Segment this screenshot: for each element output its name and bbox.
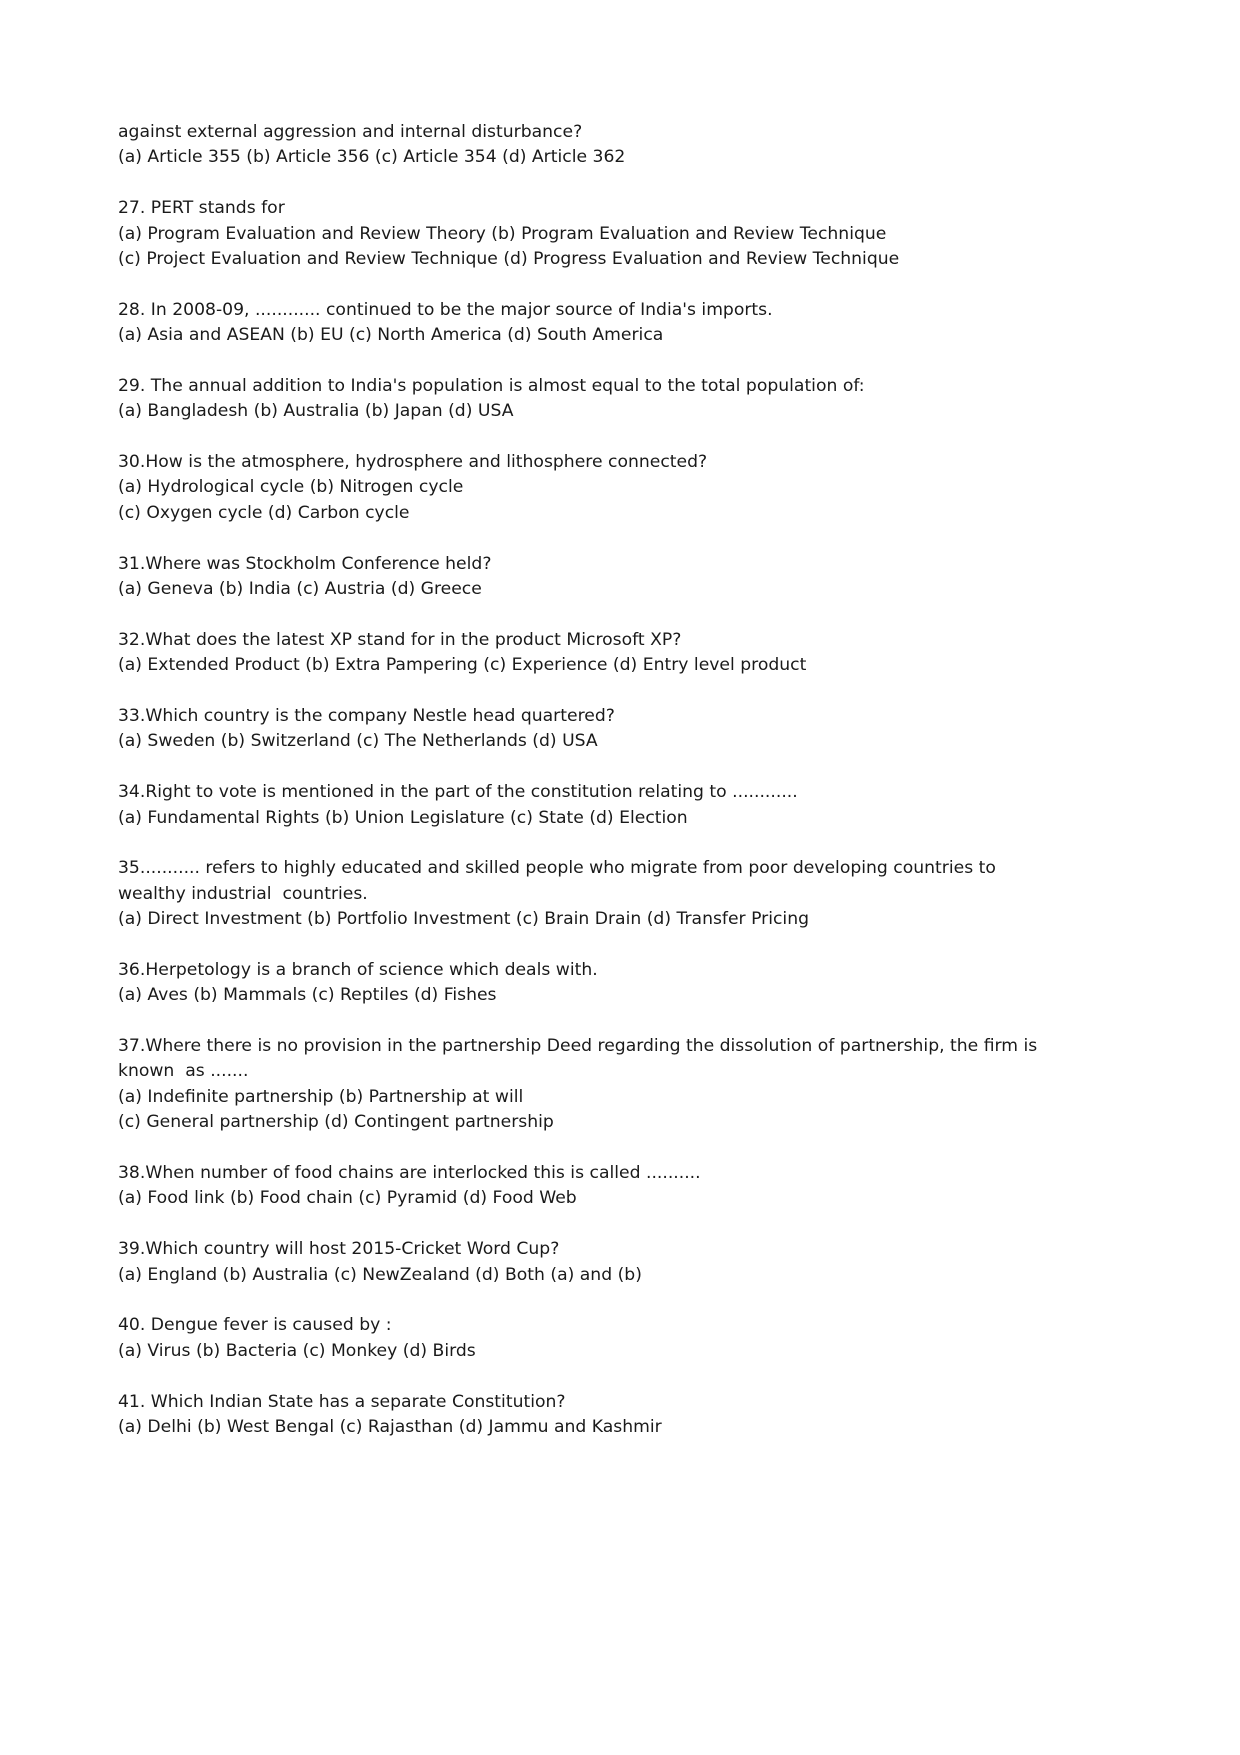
question-text: 34.Right to vote is mentioned in the part of the constitution relating to ............	[118, 782, 798, 803]
answer-options: (a) Hydrological cycle (b) Nitrogen cycle	[118, 477, 464, 498]
question-text-continued: wealthy industrial countries.	[118, 883, 368, 904]
answer-options: (c) Oxygen cycle (d) Carbon cycle	[118, 502, 410, 523]
answer-options: (a) Program Evaluation and Review Theory (b) Program Evaluation and Review Technique	[118, 223, 887, 244]
question-33	[118, 704, 1138, 755]
question-37	[118, 1034, 1138, 1136]
question-text: 32.What does the latest XP stand for in the product Microsoft XP?	[118, 629, 682, 650]
answer-options: (c) Project Evaluation and Review Technique (d) Progress Evaluation and Review Technique	[118, 248, 900, 269]
question-text: 28. In 2008-09, ............ continued to be the major source of India's imports.	[118, 299, 773, 320]
question-26-continuation	[118, 120, 1138, 171]
answer-options: (a) Direct Investment (b) Portfolio Investment (c) Brain Drain (d) Transfer Pricing	[118, 909, 810, 930]
question-text: 41. Which Indian State has a separate Constitution?	[118, 1391, 566, 1412]
answer-options: (a) Aves (b) Mammals (c) Reptiles (d) Fishes	[118, 985, 497, 1006]
question-29	[118, 374, 1138, 425]
question-27	[118, 196, 1138, 272]
answer-options: (c) General partnership (d) Contingent partnership	[118, 1112, 554, 1133]
answer-options: (a) Indefinite partnership (b) Partnership at will	[118, 1086, 524, 1107]
question-34	[118, 780, 1138, 831]
question-text: 33.Which country is the company Nestle head quartered?	[118, 705, 615, 726]
question-31	[118, 552, 1138, 603]
question-text: 35........... refers to highly educated and skilled people who migrate from poor developing countries to	[118, 858, 996, 879]
question-32	[118, 628, 1138, 679]
question-41	[118, 1390, 1138, 1441]
question-text: 36.Herpetology is a branch of science which deals with.	[118, 959, 598, 980]
question-text: 40. Dengue fever is caused by :	[118, 1315, 392, 1336]
question-text: 38.When number of food chains are interlocked this is called ..........	[118, 1163, 701, 1184]
question-text: 37.Where there is no provision in the partnership Deed regarding the dissolution of partnership, the firm is	[118, 1036, 1038, 1057]
question-38	[118, 1161, 1138, 1212]
question-36	[118, 958, 1138, 1009]
question-40	[118, 1313, 1138, 1364]
answer-options: (a) Food link (b) Food chain (c) Pyramid (d) Food Web	[118, 1188, 577, 1209]
question-text: 29. The annual addition to India's population is almost equal to the total population of:	[118, 375, 865, 396]
question-text: against external aggression and internal disturbance?	[118, 122, 583, 142]
answer-options: (a) Geneva (b) India (c) Austria (d) Greece	[118, 579, 482, 600]
answer-options: (a) Asia and ASEAN (b) EU (c) North America (d) South America	[118, 325, 664, 346]
question-text: 31.Where was Stockholm Conference held?	[118, 553, 492, 574]
question-text-continued: known as .......	[118, 1061, 249, 1082]
question-text: 39.Which country will host 2015-Cricket Word Cup?	[118, 1239, 560, 1260]
answer-options: (a) Delhi (b) West Bengal (c) Rajasthan (d) Jammu and Kashmir	[118, 1416, 662, 1437]
answer-options: (a) Virus (b) Bacteria (c) Monkey (d) Birds	[118, 1340, 476, 1361]
document-page	[118, 120, 1138, 1466]
question-28	[118, 298, 1138, 349]
question-text: 27. PERT stands for	[118, 198, 285, 219]
answer-options: (a) Bangladesh (b) Australia (b) Japan (d) USA	[118, 401, 514, 422]
answer-options: (a) England (b) Australia (c) NewZealand (d) Both (a) and (b)	[118, 1264, 642, 1285]
question-39	[118, 1237, 1138, 1288]
answer-options: (a) Fundamental Rights (b) Union Legislature (c) State (d) Election	[118, 807, 688, 828]
answer-options: (a) Article 355 (b) Article 356 (c) Article 354 (d) Article 362	[118, 147, 626, 168]
question-30	[118, 450, 1138, 526]
answer-options: (a) Sweden (b) Switzerland (c) The Netherlands (d) USA	[118, 731, 598, 752]
question-35	[118, 856, 1138, 932]
answer-options: (a) Extended Product (b) Extra Pampering (c) Experience (d) Entry level product	[118, 655, 807, 676]
question-text: 30.How is the atmosphere, hydrosphere and lithosphere connected?	[118, 452, 708, 473]
